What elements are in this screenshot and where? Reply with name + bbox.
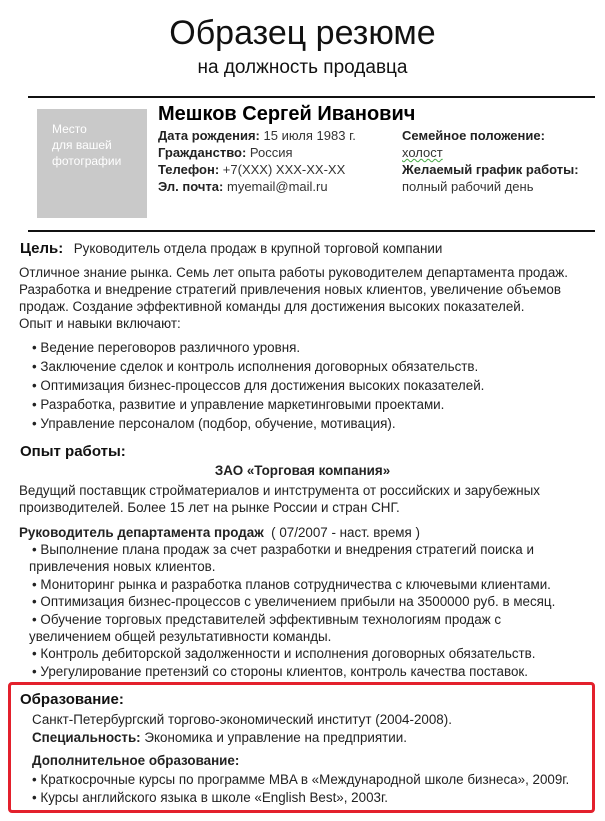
email-value: myemail@mail.ru — [226, 179, 328, 194]
goal-label: Цель: — [20, 240, 64, 257]
email-label: Эл. почта: — [158, 179, 224, 194]
skills-list — [32, 338, 484, 433]
education-heading: Образование: — [20, 691, 124, 708]
list-item: • Урегулирование претензий со стороны клиентов, контроль качества поставок. — [32, 663, 528, 679]
list-item: • Выполнение плана продаж за счет разработки и внедрения стратегий поиска и — [32, 542, 534, 557]
list-item: • Ведение переговоров различного уровня. — [32, 340, 301, 355]
candidate-name: Мешков Сергей Иванович — [158, 103, 416, 125]
schedule-value: полный рабочий день — [402, 179, 534, 194]
summary-line: Опыт и навыки включают: — [19, 316, 181, 331]
education-institution: Санкт-Петербургский торгово-экономический институт (2004-2008). — [32, 712, 452, 727]
list-item: • Разработка, развитие и управление маркетинговыми проектами. — [32, 397, 445, 412]
marital-label: Семейное положение: — [402, 128, 545, 143]
marital-value: холост — [402, 145, 443, 160]
list-item: • Оптимизация бизнес-процессов для достижения высоких показателей. — [32, 378, 485, 393]
additional-education-list — [32, 771, 569, 807]
photo-text: для вашей — [52, 138, 112, 152]
document-subtitle: на должность продавца — [197, 57, 408, 78]
citizenship-value: Россия — [249, 145, 293, 160]
list-item: • Курсы английского языка в школе «English Best», 2003г. — [32, 790, 388, 805]
role-line — [19, 524, 420, 541]
list-item: • Контроль дебиторской задолженности и исполнения договорных обязательств. — [32, 646, 536, 662]
goal-value: Руководитель отдела продаж в крупной торговой компании — [73, 241, 443, 256]
goal-section — [20, 239, 442, 259]
list-item: • Заключение сделок и контроль исполнения договорных обязательств. — [32, 359, 479, 374]
description-line: Ведущий поставщик стройматериалов и интструмента от российских и зарубежных — [19, 483, 540, 498]
experience-heading: Опыт работы: — [20, 443, 126, 460]
role-title: Руководитель департамента продаж — [19, 525, 264, 540]
company-description — [19, 482, 540, 516]
specialty-label: Специальность: — [32, 730, 141, 745]
summary-line: Разработка и внедрение стратегий привлечения новых клиентов, увеличение объемов — [19, 282, 561, 297]
schedule-label: Желаемый график работы: — [402, 162, 579, 177]
duties-list — [29, 541, 556, 680]
education-specialty — [32, 729, 407, 746]
list-item: • Краткосрочные курсы по программе MBA в «Международной школе бизнеса», 2009г. — [32, 772, 570, 787]
citizenship-label: Гражданство: — [158, 145, 247, 160]
list-item: • Управление персоналом (подбор, обучение, мотивация). — [32, 416, 396, 431]
divider-bottom — [28, 230, 595, 232]
document-title: Образец резюме — [169, 14, 436, 52]
role-period: ( 07/2007 - наст. время ) — [271, 525, 420, 540]
list-item: привлечения новых клиентов. — [29, 559, 216, 575]
photo-placeholder — [37, 109, 147, 218]
summary-line: Отличное знание рынка. Семь лет опыта работы руководителем департамента продаж. — [19, 265, 568, 280]
photo-text: Место — [52, 122, 87, 136]
specialty-value: Экономика и управление на предприятии. — [144, 730, 407, 745]
list-item: • Мониторинг рынка и разработка планов сотрудничества с ключевыми клиентами. — [32, 576, 551, 592]
additional-education-heading: Дополнительное образование: — [32, 753, 240, 768]
personal-info-right — [402, 127, 579, 195]
phone-value: +7(XXX) XXX-XX-XX — [222, 162, 346, 177]
phone-label: Телефон: — [158, 162, 220, 177]
list-item: увеличением общей результативности команды. — [29, 629, 332, 645]
description-line: производителей. Более 15 лет на рынке России и стран СНГ. — [19, 500, 400, 515]
summary-line: продаж. Создание эффективной команды для достижения высоких показателей. — [19, 299, 525, 314]
divider-top — [28, 96, 595, 98]
company-name: ЗАО «Торговая компания» — [214, 463, 391, 478]
personal-info — [158, 127, 356, 195]
list-item: • Оптимизация бизнес-процессов с увеличением прибыли на 3500000 руб. в месяц. — [32, 594, 556, 610]
list-item: • Обучение торговых представителей эффективным технологиям продаж с — [32, 611, 502, 627]
birth-value: 15 июля 1983 г. — [263, 128, 356, 143]
photo-text: фотографии — [52, 154, 122, 168]
summary — [19, 264, 568, 332]
birth-label: Дата рождения: — [158, 128, 260, 143]
